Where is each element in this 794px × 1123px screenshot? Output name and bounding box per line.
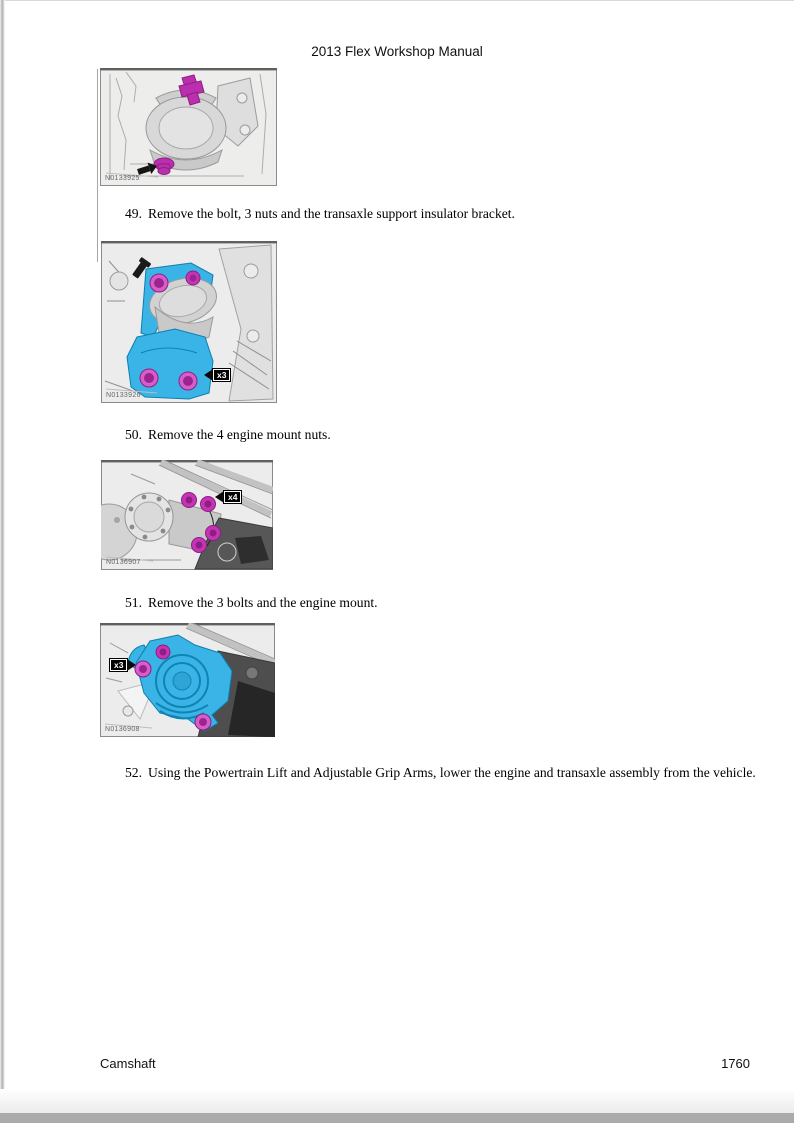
figure-id-label: N0136908	[105, 726, 140, 733]
figure-illustration	[101, 460, 273, 570]
page-bottom-edge	[0, 1113, 794, 1123]
figure-id-label: N0133926	[106, 392, 141, 399]
figure-engine-mount-nuts	[101, 460, 273, 570]
callout-arrow-left-icon	[204, 369, 213, 381]
quantity-badge: x4	[224, 491, 241, 503]
callout-arrow-right-icon	[127, 659, 136, 671]
callout-arrow-left-icon	[215, 491, 224, 503]
step-number: 51.	[125, 595, 142, 610]
figure-insulator-bracket	[101, 241, 277, 403]
step-text: Using the Powertrain Lift and Adjustable Grip Arms, lower the engine and transaxle assembly from the vehicle.	[148, 765, 756, 780]
step-text: Remove the 3 bolts and the engine mount.	[148, 595, 378, 610]
step-49	[125, 205, 769, 223]
quantity-callout	[110, 659, 136, 671]
page-bottom-shade	[0, 1089, 794, 1113]
footer-section-title: Camshaft	[100, 1056, 156, 1071]
quantity-badge: x3	[213, 369, 230, 381]
quantity-callout	[204, 369, 230, 381]
figure-id-label: N0133925	[105, 175, 140, 182]
figure-illustration	[101, 241, 277, 403]
figure-engine-mount	[100, 623, 275, 737]
page-top-edge	[0, 0, 794, 1]
step-number: 50.	[125, 427, 142, 442]
step-52	[125, 764, 767, 782]
quantity-badge: x3	[110, 659, 127, 671]
figure-id-label: N0136907	[106, 559, 141, 566]
figure-illustration	[100, 68, 277, 186]
step-number: 52.	[125, 765, 142, 780]
step-text: Remove the bolt, 3 nuts and the transaxle support insulator bracket.	[148, 206, 515, 221]
quantity-callout	[215, 491, 241, 503]
step-text: Remove the 4 engine mount nuts.	[148, 427, 331, 442]
footer-page-number: 1760	[721, 1056, 750, 1071]
step-50	[125, 426, 769, 444]
figure-engine-mount-bolt	[100, 68, 277, 186]
step-number: 49.	[125, 206, 142, 221]
figure-illustration	[100, 623, 275, 737]
step-51	[125, 594, 769, 612]
page-left-edge	[0, 0, 5, 1123]
scan-artifact-line	[97, 69, 98, 262]
page-title: 2013 Flex Workshop Manual	[311, 44, 483, 59]
